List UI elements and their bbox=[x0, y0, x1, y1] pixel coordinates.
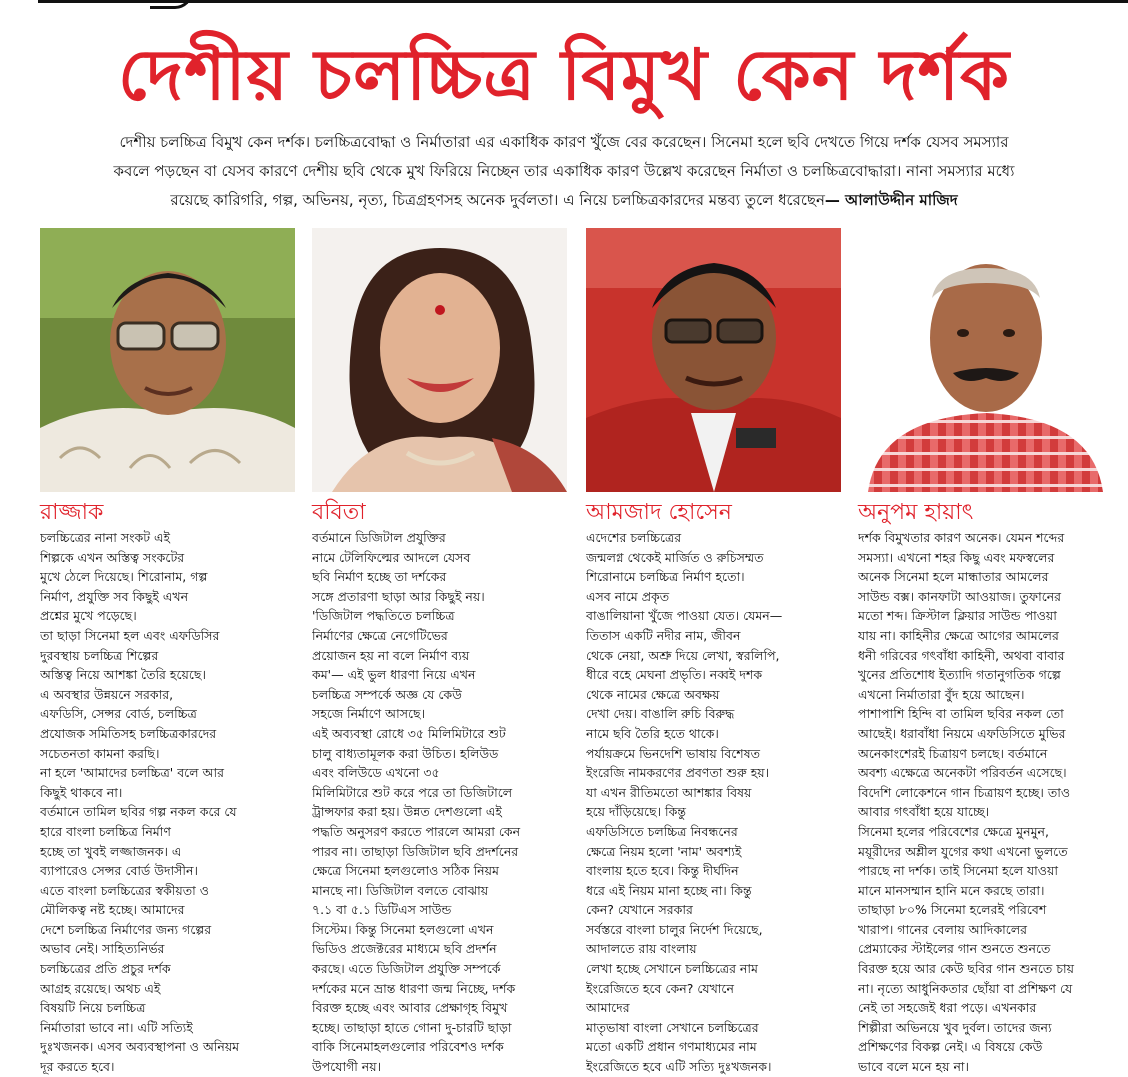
quote-line: প্রশ্নের মুখে পড়েছে। bbox=[40, 608, 137, 624]
column-amjad-hossain bbox=[586, 228, 841, 1077]
quote-line: পাশাপাশি হিন্দি বা তামিল ছবির নকল তো bbox=[858, 706, 1064, 722]
quote-line: ময়ূরীদের অশ্লীল যুগের কথা এখনো ভুলতে bbox=[858, 843, 1068, 859]
quote-line: সহজে নির্মাণে আসছে। bbox=[312, 706, 426, 722]
quote-line: অবশ্য এক্ষেত্রে অনেকটা পরিবর্তন এসেছে। bbox=[858, 765, 1067, 781]
speaker-name: রাজ্জাক bbox=[40, 500, 104, 525]
quote-line: বর্তমানে ডিজিটাল প্রযুক্তির bbox=[312, 530, 446, 545]
quote-line: না। নৃত্যে আধুনিকতার ছোঁয়া বা প্রশিক্ষণ যে bbox=[858, 980, 1073, 996]
quote-line: খুনের প্রতিশোধ ইত্যাদি গতানুগতিক গল্পে bbox=[858, 667, 1061, 683]
quote-line: সাউন্ড বক্স। কানফাটা আওয়াজ। তুফানের bbox=[858, 588, 1062, 604]
quote-line: নামে ছবি তৈরি হতে থাকে। bbox=[586, 725, 719, 741]
quote-line: জন্মলগ্ন থেকেই মার্জিত ও রুচিসম্মত bbox=[586, 549, 764, 565]
speaker-quote bbox=[586, 528, 841, 1077]
quote-line: নির্মাতারা ভাবে না। এটি সত্যিই bbox=[40, 1019, 193, 1035]
speaker-name: আমজাদ হোসেন bbox=[586, 500, 732, 525]
quote-line: যায় না। কাহিনীর ক্ষেত্রে আগের আমলের bbox=[858, 627, 1059, 643]
quote-line: হচ্ছে তা খুবই লজ্জাজনক। এ bbox=[40, 843, 182, 859]
quote-line: তাছাড়া ৮০% সিনেমা হলেরই পরিবেশ bbox=[858, 902, 1047, 918]
speaker-name: অনুপম হায়াৎ bbox=[858, 500, 974, 525]
speaker-quote bbox=[40, 528, 295, 1077]
quote-line: দুরবস্থায় চলচ্চিত্র শিল্পের bbox=[40, 647, 159, 663]
top-rule-curve bbox=[150, 0, 193, 9]
quote-line: লেখা হচ্ছে সেখানে চলচ্চিত্রের নাম bbox=[586, 961, 758, 977]
quote-line: আমাদের bbox=[586, 1000, 630, 1016]
photo-razzak bbox=[40, 228, 295, 492]
quote-line: সমস্যা। এখনো শহর কিছু এবং মফস্বলের bbox=[858, 549, 1055, 565]
quote-line: এ অবস্থার উন্নয়নে সরকার, bbox=[40, 686, 174, 702]
quote-line: বাকি সিনেমাহলগুলোর পরিবেশও দর্শক bbox=[312, 1039, 504, 1055]
quote-line: প্রয়োজন হয় না বলে নির্মাণ ব্যয় bbox=[312, 647, 470, 663]
quote-line: সিস্টেম। কিন্তু সিনেমা হলগুলো এখন bbox=[312, 921, 494, 937]
quote-line: সচেতনতা কামনা করছি। bbox=[40, 745, 160, 761]
quote-line: এফডিসিতে চলচ্চিত্র নিবন্ধনের bbox=[586, 823, 738, 839]
quote-line: আদালতে রায় বাংলায় bbox=[586, 941, 697, 957]
quote-line: দূর করতে হবে। bbox=[40, 1059, 115, 1075]
quote-line: শিল্পকে এখন অস্তিত্ব সংকটের bbox=[40, 549, 185, 565]
quote-line: পর্যায়ক্রমে ভিনদেশি ভাষায় বিশেষত bbox=[586, 745, 760, 761]
quote-line: দর্শক বিমুখতার কারণ অনেক। যেমন শব্দের bbox=[858, 530, 1065, 545]
quote-line: দর্শকের মনে ভ্রান্ত ধারণা জন্ম নিচ্ছে, দর্শক bbox=[312, 980, 516, 996]
quote-line: মাতৃভাষা বাংলা সেখানে চলচ্চিত্রের bbox=[586, 1019, 759, 1035]
quote-line: ধীরে বহে মেঘনা প্রভৃতি। নব্বই দশক bbox=[586, 667, 763, 683]
column-bobita bbox=[312, 228, 567, 1077]
quote-line: ইংরেজিতে হবে কেন? যেখানে bbox=[586, 980, 734, 996]
quote-line: নামে টেলিফিল্মের আদলে যেসব bbox=[312, 549, 471, 565]
quote-line: বিদেশি লোকেশনে গান চিত্রায়ণ হচ্ছে। তাও bbox=[858, 784, 1071, 800]
quote-line: মতো শব্দ। ক্রিস্টাল ক্লিয়ার সাউন্ড পাওয়া bbox=[858, 608, 1057, 624]
quote-line: নেই তা সহজেই ধরা পড়ে। এখনকার bbox=[858, 1000, 1037, 1016]
intro-line bbox=[30, 186, 1098, 215]
quote-line: মিলিমিটারে শুট করে পরে তা ডিজিটালে bbox=[312, 784, 513, 800]
quote-line: সিনেমা হলের পরিবেশের ক্ষেত্রে মুনমুন, bbox=[858, 823, 1049, 839]
quote-line: থেকে নেয়া, অশ্রু দিয়ে লেখা, স্বরলিপি, bbox=[586, 647, 780, 663]
quote-line: শিরোনামে চলচ্চিত্র নির্মাণ হতো। bbox=[586, 569, 745, 585]
quote-line: ৭.১ বা ৫.১ ডিটিএস সাউন্ড bbox=[312, 902, 452, 918]
quote-line: 'ডিজিটাল পদ্ধতিতে চলচ্চিত্র bbox=[312, 608, 455, 624]
quote-line: না হলে 'আমাদের চলচ্চিত্র' বলে আর bbox=[40, 765, 224, 781]
quote-line: হারে বাংলা চলচ্চিত্র নির্মাণ bbox=[40, 823, 171, 839]
quote-line: আবার গৎবাঁধা হয়ে যাচ্ছে। bbox=[858, 804, 990, 820]
quote-line: খারাপ। গানের বেলায় আদিকালের bbox=[858, 921, 1028, 937]
quote-line: বাংলায় হতে হবে। কিন্তু দীর্ঘদিন bbox=[586, 863, 739, 879]
quote-line: অস্তিত্ব নিয়ে আশঙ্কা তৈরি হয়েছে। bbox=[40, 667, 206, 683]
quote-line: প্রযোজক সমিতিসহ চলচ্চিত্রকারদের bbox=[40, 725, 217, 741]
intro-line-text: রয়েছে কারিগরি, গল্প, অভিনয়, নৃত্য, চিত্রগ্রহণসহ অনেক দুর্বলতা। এ নিয়ে চলচ্চিত্রকারদের মন্তব্য তুলে ধরেছেন bbox=[170, 191, 825, 209]
quote-line: প্রেম্যাকের স্টাইলের গান শুনতে শুনতে bbox=[858, 941, 1051, 957]
headline: দেশীয় চলচ্চিত্র বিমুখ কেন দর্শক bbox=[117, 33, 1011, 116]
top-rule bbox=[0, 0, 1128, 6]
quote-line: চলচ্চিত্র সম্পর্কে অজ্ঞ যে কেউ bbox=[312, 686, 462, 702]
quote-line: সর্বস্তরে বাংলা চালুর নির্দেশ দিয়েছে, bbox=[586, 921, 763, 937]
quote-line: দুঃখজনক। এসব অব্যবস্থাপনা ও অনিয়ম bbox=[40, 1039, 240, 1055]
quote-line: চলচ্চিত্রের প্রতি প্রচুর দর্শক bbox=[40, 961, 171, 977]
quote-line: আছেই। ধরাবাঁধা নিয়মে এফডিসিতে মুভির bbox=[858, 725, 1066, 741]
quote-line: ইংরেজিতে হবে এটি সত্যি দুঃখজনক। bbox=[586, 1059, 772, 1075]
quote-line: ধরে এই নিয়ম মানা হচ্ছে না। কিন্তু bbox=[586, 882, 752, 898]
column-razzak bbox=[40, 228, 295, 1077]
quote-line: বিষয়টি নিয়ে চলচ্চিত্র bbox=[40, 1000, 146, 1016]
quote-line: ইংরেজি নামকরণের প্রবণতা শুরু হয়। bbox=[586, 765, 770, 781]
quote-line: করছে। এতে ডিজিটাল প্রযুক্তি সম্পর্কে bbox=[312, 961, 501, 977]
quote-line: পারছে না দর্শক। তাই সিনেমা হলে যাওয়া bbox=[858, 863, 1058, 879]
quote-line: ধনী গরিবের গৎবাঁধা কাহিনী, অথবা বাবার bbox=[858, 647, 1065, 663]
quote-line: চালু বাধ্যতামূলক করা উচিত। হলিউড bbox=[312, 745, 499, 761]
speaker-quote bbox=[312, 528, 567, 1077]
quote-line: যা এখন রীতিমতো আশঙ্কার বিষয় bbox=[586, 784, 752, 800]
quote-line: বিরক্ত হয়ে আর কেউ ছবির গান শুনতে চায় bbox=[858, 961, 1074, 977]
speaker-name: ববিতা bbox=[312, 500, 366, 525]
photo-bobita bbox=[312, 228, 567, 492]
quote-line: পদ্ধতি অনুসরণ করতে পারলে আমরা কেন bbox=[312, 823, 521, 839]
quote-line: থেকে নামের ক্ষেত্রে অবক্ষয় bbox=[586, 686, 720, 702]
quote-line: হয়ে দাঁড়িয়েছে। কিন্তু bbox=[586, 804, 686, 820]
quote-line: উপযোগী নয়। bbox=[312, 1059, 382, 1075]
quote-line: দেশে চলচ্চিত্র নির্মাণের জন্য গল্পের bbox=[40, 921, 212, 937]
quote-line: মানছে না। ডিজিটাল বলতে বোঝায় bbox=[312, 882, 489, 898]
intro-line: কবলে পড়ছেন বা যেসব কারণে দেশীয় ছবি থেকে মুখ ফিরিয়ে নিচ্ছেন তার একাধিক কারণ উল্লেখ করেছেন নির্মাতা ও চলচ্চিত্রবোদ্ধারা। নানা সমস্যার মধ্যে bbox=[113, 162, 1015, 180]
quote-line: শিল্পীরা অভিনয়ে খুব দুর্বল। তাদের জন্য bbox=[858, 1019, 1052, 1035]
intro-line: দেশীয় চলচ্চিত্র বিমুখ কেন দর্শক। চলচ্চিত্রবোদ্ধা ও নির্মাতারা এর একাধিক কারণ খুঁজে বের করেছেন। সিনেমা হলে ছবি দেখতে গিয়ে দর্শক যেসব সমস্যার bbox=[119, 133, 1009, 151]
quote-line: এতে বাংলা চলচ্চিত্রের স্বকীয়তা ও bbox=[40, 882, 209, 898]
quote-line: এখনো নির্মাতারা বুঁদ হয়ে আছেন। bbox=[858, 686, 1025, 702]
quote-line: নির্মাণ, প্রযুক্তি সব কিছুই এখন bbox=[40, 588, 189, 604]
quote-line: মানে মানসম্মান হানি মনে করছে তারা। bbox=[858, 882, 1045, 898]
quote-line: ভিডিও প্রজেক্টরের মাধ্যমে ছবি প্রদর্শন bbox=[312, 941, 497, 957]
quote-line: ছবি নির্মাণ হচ্ছে তা দর্শকের bbox=[312, 569, 447, 585]
quote-line: এবং বলিউডে এখনো ৩৫ bbox=[312, 765, 440, 781]
quote-line: এই অব্যবস্থা রোধে ৩৫ মিলিমিটারে শুট bbox=[312, 725, 506, 741]
quote-line: মৌলিকত্ব নষ্ট হচ্ছে। আমাদের bbox=[40, 902, 185, 918]
quote-line: কম'— এই ভুল ধারণা নিয়ে এখন bbox=[312, 667, 476, 683]
quote-line: বর্তমানে তামিল ছবির গল্প নকল করে যে bbox=[40, 804, 237, 820]
quote-line: ব্যাপারেও সেন্সর বোর্ড উদাসীন। bbox=[40, 863, 198, 879]
quote-line: কিছুই থাকবে না। bbox=[40, 784, 123, 800]
quote-line: নির্মাণের ক্ষেত্রে নেগেটিভের bbox=[312, 627, 448, 643]
quote-line: বিরক্ত হচ্ছে এবং আবার প্রেক্ষাগৃহ বিমুখ bbox=[312, 1000, 508, 1016]
speaker-quote bbox=[858, 528, 1113, 1077]
quote-line: ক্ষেত্রে সিনেমা হলগুলোও সঠিক নিয়ম bbox=[312, 863, 499, 879]
quote-line: এদেশের চলচ্চিত্রের bbox=[586, 530, 682, 545]
quote-line: ক্ষেত্রে নিয়ম হলো 'নাম' অবশ্যই bbox=[586, 843, 742, 859]
quote-line: অভাব নেই। সাহিত্যনির্ভর bbox=[40, 941, 165, 957]
quote-line: প্রশিক্ষণের বিকল্প নেই। এ বিষয়ে কেউ bbox=[858, 1039, 1043, 1055]
quote-line: এফডিসি, সেন্সর বোর্ড, চলচ্চিত্র bbox=[40, 706, 197, 722]
quote-line: অনেক সিনেমা হলে মান্ধাতার আমলের bbox=[858, 569, 1049, 585]
top-rule-line bbox=[38, 0, 1128, 3]
quote-line: দেখা দেয়। বাঙালি রুচি বিরুদ্ধ bbox=[586, 706, 735, 722]
quote-line: আগ্রহ রয়েছে। অথচ এই bbox=[40, 980, 161, 996]
intro-paragraph bbox=[30, 128, 1098, 215]
quote-line: হচ্ছে। তাছাড়া হাতে গোনা দু-চারটি ছাড়া bbox=[312, 1019, 512, 1035]
byline: — আলাউদ্দীন মাজিদ bbox=[824, 191, 958, 209]
quote-line: চলচ্চিত্রের নানা সংকট এই bbox=[40, 530, 171, 545]
quote-line: তা ছাড়া সিনেমা হল এবং এফডিসির bbox=[40, 627, 220, 643]
quote-line: বাঙালিয়ানা খুঁজে পাওয়া যেত। যেমন— bbox=[586, 608, 783, 624]
quote-line: কেন? যেখানে সরকার bbox=[586, 902, 693, 918]
quote-line: ভাবে বলে মনে হয় না। bbox=[858, 1059, 970, 1075]
quote-line: মতো একটি প্রধান গণমাধ্যমের নাম bbox=[586, 1039, 757, 1055]
quote-line: এসব নামে প্রকৃত bbox=[586, 588, 670, 604]
quote-line: মুখে ঠেলে দিয়েছে। শিরোনাম, গল্প bbox=[40, 569, 208, 585]
column-anupam-hayat bbox=[858, 228, 1113, 1077]
quote-line: ট্রান্সফার করা হয়। উন্নত দেশগুলো এই bbox=[312, 804, 502, 820]
quote-line: পারব না। তাছাড়া ডিজিটাল ছবি প্রদর্শনের bbox=[312, 843, 519, 859]
photo-anupam-hayat bbox=[858, 228, 1113, 492]
photo-amjad-hossain bbox=[586, 228, 841, 492]
quote-line: সঙ্গে প্রতারণা ছাড়া আর কিছুই নয়। bbox=[312, 588, 485, 604]
quote-line: অনেকাংশেরই চিত্রায়ণ চলছে। বর্তমানে bbox=[858, 745, 1048, 761]
quote-line: তিতাস একটি নদীর নাম, জীবন bbox=[586, 627, 741, 643]
